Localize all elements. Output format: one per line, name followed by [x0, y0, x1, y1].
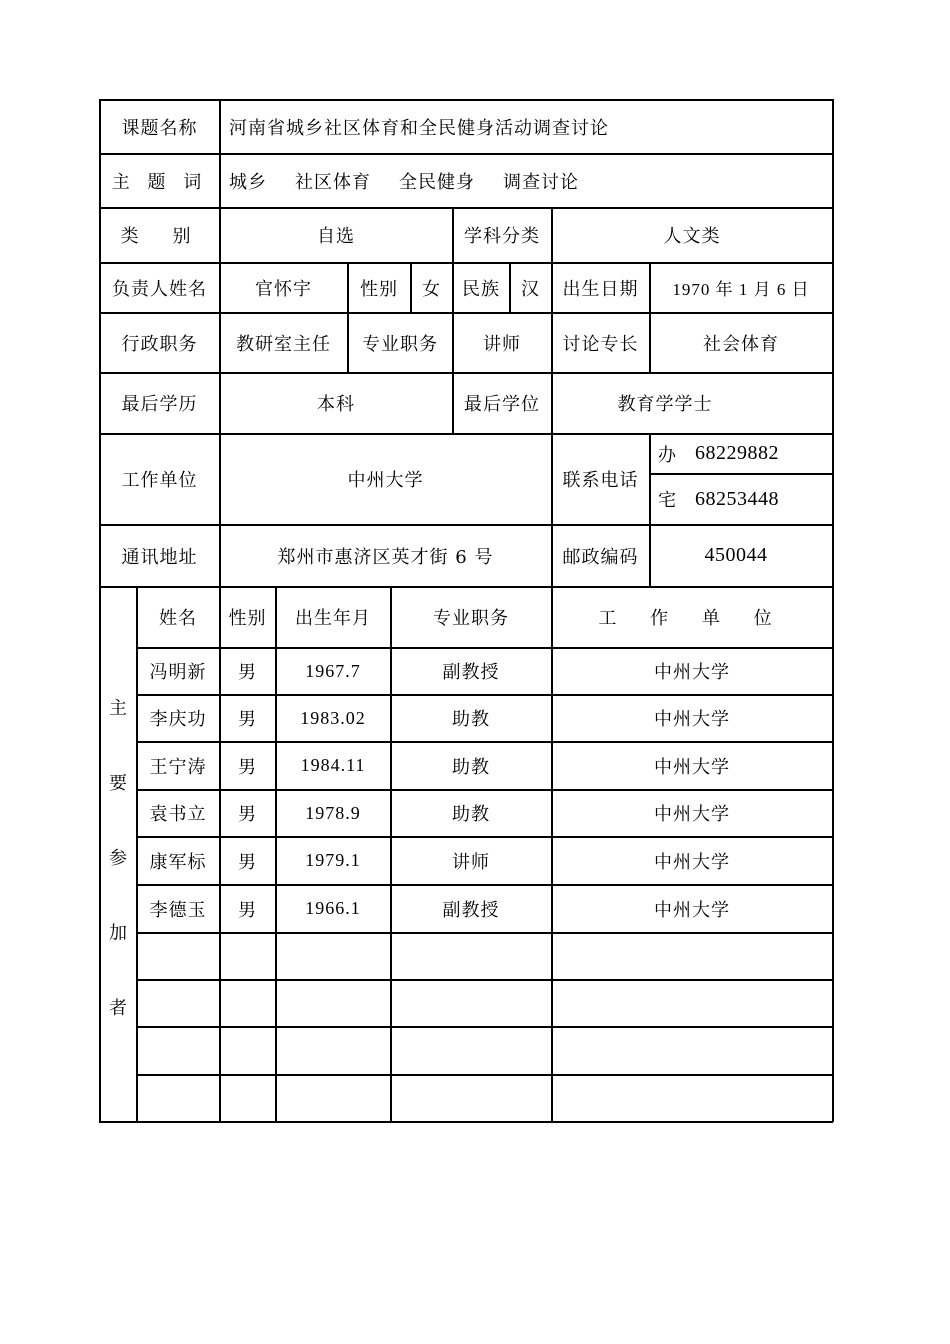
participant-birth: 1979.1 [305, 850, 361, 870]
prof-title-value: 讲师 [483, 333, 521, 355]
phone-home [658, 474, 830, 524]
ethnicity-value: 汉 [521, 278, 540, 300]
participant-birth: 1983.02 [300, 707, 366, 728]
phone-label: 联系电话 [562, 470, 639, 491]
participant-gender: 男 [238, 804, 257, 825]
topic-value: 河南省城乡社区体育和全民健身活动调查讨论 [229, 117, 609, 139]
address-value: 郑州市惠济区英才街 6 号 [277, 546, 494, 568]
phone-home-number: 68253448 [695, 487, 779, 510]
degree-label: 最后学位 [464, 394, 540, 415]
rule [832, 99, 834, 1122]
phone-office [658, 434, 830, 473]
topic-label: 课题名称 [121, 117, 198, 139]
participant-name: 王宁涛 [149, 756, 207, 778]
col-header-gender: 性别 [228, 608, 267, 629]
rule [136, 1074, 833, 1076]
keyword: 全民健身 [399, 171, 475, 193]
keyword: 城乡 [229, 171, 267, 193]
keyword: 社区体育 [295, 171, 371, 193]
participant-birth: 1967.7 [305, 660, 361, 681]
leader-label: 负责人姓名 [112, 278, 207, 300]
participant-birth: 1978.9 [305, 802, 361, 823]
col-header-name: 姓名 [159, 608, 197, 629]
participant-unit: 中州大学 [654, 804, 730, 825]
side-char: 要 [109, 773, 127, 794]
side-char: 参 [109, 848, 127, 869]
keywords-label: 主 题 词 [111, 171, 208, 193]
phone-office-prefix: 办 [658, 444, 677, 466]
phone-office-number: 68229882 [695, 442, 779, 464]
participant-unit: 中州大学 [654, 756, 730, 778]
workplace-label: 工作单位 [121, 470, 198, 491]
participant-title: 助教 [452, 756, 490, 778]
col-header-title: 专业职务 [433, 608, 509, 629]
participant-unit: 中州大学 [654, 662, 730, 683]
specialty-label: 讨论专长 [562, 333, 639, 355]
participant-title: 讲师 [452, 851, 490, 873]
degree-value: 教育学学士 [617, 394, 713, 415]
participant-name: 李德玉 [149, 899, 207, 921]
participant-title: 副教授 [442, 899, 500, 921]
participant-gender: 男 [238, 662, 257, 683]
prof-title-label: 专业职务 [362, 333, 438, 355]
postcode-label: 邮政编码 [562, 546, 639, 568]
keywords-list [229, 154, 829, 207]
education-label: 最后学历 [121, 394, 198, 415]
education-value: 本科 [317, 394, 355, 415]
phone-home-prefix: 宅 [658, 490, 677, 511]
rule [99, 1121, 833, 1123]
workplace-value: 中州大学 [347, 470, 424, 491]
col-header-unit: 工 作 单 位 [598, 608, 786, 629]
discipline-value: 人文类 [663, 226, 721, 247]
leader-value: 官怀宇 [255, 278, 312, 300]
participant-title: 副教授 [442, 662, 500, 683]
participant-birth: 1966.1 [305, 898, 361, 918]
participant-gender: 男 [238, 756, 257, 778]
birth-value: 1970 年 1 月 6 日 [672, 280, 810, 299]
admin-post-value: 教研室主任 [236, 333, 331, 355]
rule [136, 932, 833, 934]
keyword: 调查讨论 [503, 171, 579, 193]
gender-label: 性别 [360, 278, 398, 300]
category-value: 自选 [317, 226, 355, 247]
participant-birth: 1984.11 [300, 755, 366, 775]
side-char: 主 [109, 698, 127, 719]
col-header-birth: 出生年月 [295, 608, 371, 629]
participant-gender: 男 [238, 851, 257, 873]
participant-title: 助教 [452, 804, 490, 825]
participant-gender: 男 [238, 899, 257, 921]
admin-post-label: 行政职务 [121, 333, 198, 355]
discipline-label: 学科分类 [464, 226, 540, 247]
participant-title: 助教 [452, 709, 490, 730]
participant-unit: 中州大学 [654, 899, 730, 921]
gender-value: 女 [422, 278, 441, 300]
participant-name: 康军标 [149, 851, 207, 873]
category-label: 类 别 [120, 226, 199, 247]
ethnicity-label: 民族 [462, 278, 500, 300]
birth-label: 出生日期 [562, 278, 639, 300]
participant-name: 袁书立 [149, 804, 207, 825]
participant-name: 李庆功 [149, 709, 207, 730]
rule [136, 979, 833, 981]
participants-side-label [100, 694, 136, 1020]
postcode-value: 450044 [704, 544, 768, 566]
participant-unit: 中州大学 [654, 851, 730, 873]
address-label: 通讯地址 [121, 546, 198, 568]
side-char: 加 [109, 923, 127, 944]
participant-unit: 中州大学 [654, 709, 730, 730]
rule [136, 1026, 833, 1028]
participant-name: 冯明新 [149, 662, 207, 683]
side-char: 者 [109, 998, 127, 1019]
specialty-value: 社会体育 [703, 333, 779, 355]
participant-gender: 男 [238, 709, 257, 730]
